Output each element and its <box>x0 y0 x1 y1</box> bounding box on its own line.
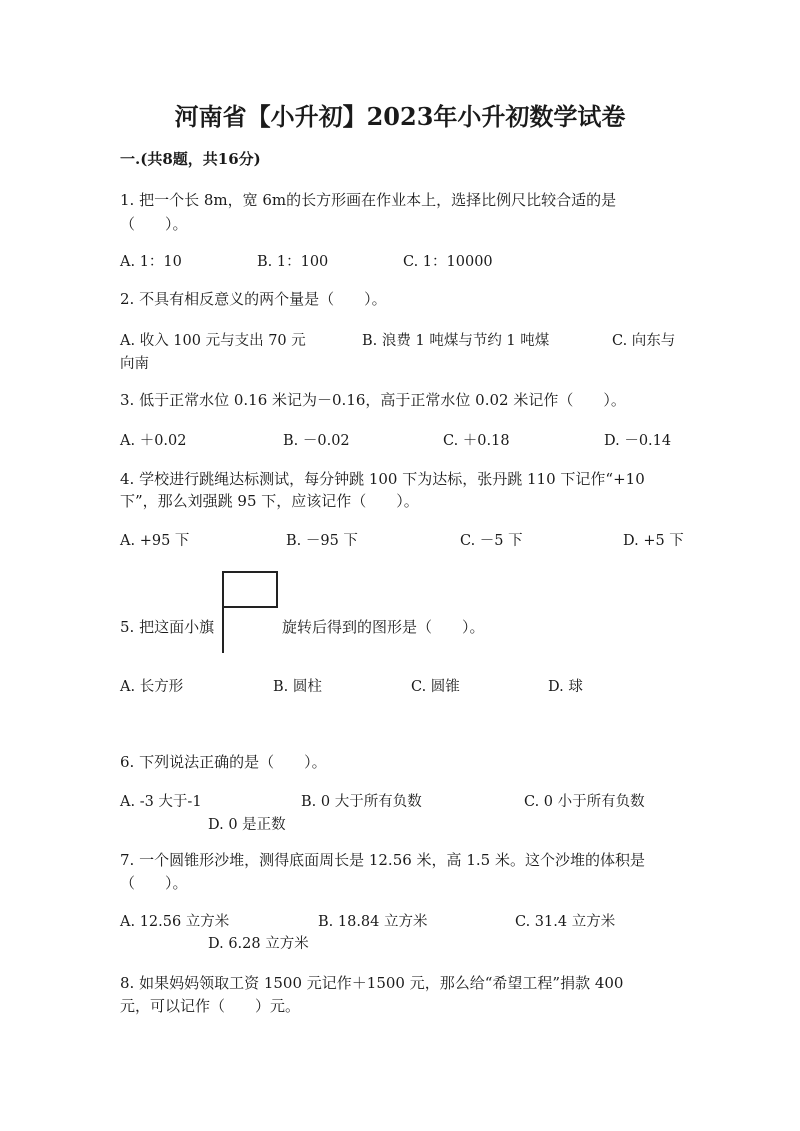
option-b: B. 浪费 1 吨煤与节约 1 吨煤 <box>362 333 550 349</box>
question-text: 6. 下列说法正确的是（ ）。 <box>120 753 327 771</box>
question-text: 元，可以记作（ ）元。 <box>120 997 301 1015</box>
option-c: C. 1：10000 <box>403 254 493 270</box>
option-c: C. 0 小于所有负数 <box>524 794 645 810</box>
option-d: D. 0 是正数 <box>208 817 286 833</box>
option-b: B. －0.02 <box>283 433 350 449</box>
page-title: 河南省【小升初】2023年小升初数学试卷 <box>174 102 626 131</box>
option-c: C. 圆锥 <box>411 679 460 695</box>
option-a: A. 收入 100 元与支出 70 元 <box>120 333 306 349</box>
question-text: 1. 把一个长 8m，宽 6m的长方形画在作业本上，选择比例尺比较合适的是 <box>120 191 617 209</box>
option-d: D. 6.28 立方米 <box>208 936 309 952</box>
question-text: （ ）。 <box>120 874 188 892</box>
option-b: B. －95 下 <box>286 533 358 549</box>
section-heading: 一.(共8题，共16分) <box>120 150 261 168</box>
option-b: B. 18.84 立方米 <box>318 914 428 930</box>
option-a: A. +95 下 <box>120 533 190 549</box>
question-text: 2. 不具有相反意义的两个量是（ ）。 <box>120 290 387 308</box>
question-text: 3. 低于正常水位 0.16 米记为－0.16，高于正常水位 0.02 米记作（ ）。 <box>120 391 626 409</box>
flag-figure <box>221 571 281 653</box>
question-text: 下”，那么刘强跳 95 下，应该记作（ ）。 <box>120 492 419 510</box>
option-b: B. 1：100 <box>257 254 329 270</box>
option-d: D. +5 下 <box>623 533 684 549</box>
option-c-continued: 向南 <box>120 356 149 372</box>
option-c: C. ＋0.18 <box>443 433 510 449</box>
option-c: C. 31.4 立方米 <box>515 914 616 930</box>
option-b: B. 圆柱 <box>273 679 322 695</box>
option-a: A. 1：10 <box>120 254 182 270</box>
option-c: C. －5 下 <box>460 533 523 549</box>
question-text: 4. 学校进行跳绳达标测试，每分钟跳 100 下为达标，张丹跳 110 下记作“+10 <box>120 470 645 488</box>
option-a: A. 12.56 立方米 <box>120 914 230 930</box>
option-a: A. -3 大于-1 <box>120 794 202 810</box>
option-b: B. 0 大于所有负数 <box>301 794 422 810</box>
option-a: A. 长方形 <box>120 679 184 695</box>
question-text: 5. 把这面小旗 <box>120 618 215 636</box>
option-c: C. 向东与 <box>612 333 676 349</box>
question-text: （ ）。 <box>120 215 188 233</box>
option-d: D. －0.14 <box>604 433 672 449</box>
question-text: 7. 一个圆锥形沙堆，测得底面周长是 12.56 米，高 1.5 米。这个沙堆的体积是 <box>120 851 645 869</box>
option-d: D. 球 <box>548 679 583 695</box>
option-a: A. ＋0.02 <box>120 433 187 449</box>
question-text: 旋转后得到的图形是（ ）。 <box>282 618 485 636</box>
question-text: 8. 如果妈妈领取工资 1500 元记作＋1500 元，那么给“希望工程”捐款 400 <box>120 974 624 992</box>
